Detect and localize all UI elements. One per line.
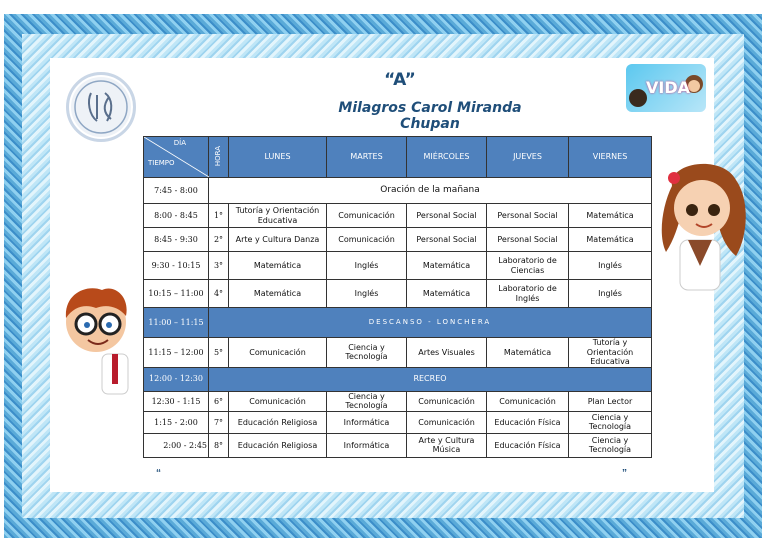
subject-cell: Comunicación [407, 391, 487, 411]
descanso-row [144, 308, 652, 338]
time-cell: 12:30 - 1:15 [144, 391, 209, 411]
subject-cell: Educación Religiosa [229, 433, 327, 457]
teacher-name: Milagros Carol Miranda Chupan [338, 100, 522, 132]
time-cell: 8:00 - 8:45 [144, 204, 209, 228]
time-cell: 12:00 - 12:30 [144, 367, 209, 391]
time-cell: 10:15 – 11:00 [144, 280, 209, 308]
hora-cell: 4° [209, 280, 229, 308]
hora-cell: 5° [209, 338, 229, 368]
boy-character-icon [56, 280, 138, 410]
time-cell: 2:00 - 2:45 [144, 433, 209, 457]
subject-cell: Tutoría y Orientación Educativa [569, 338, 652, 368]
hora-cell: 1° [209, 204, 229, 228]
day-header: MARTES [327, 137, 407, 178]
subject-cell: Plan Lector [569, 391, 652, 411]
subject-cell: Laboratorio de Ciencias [487, 252, 569, 280]
table-row [144, 280, 652, 308]
close-quote: ” [622, 468, 627, 479]
table-row [144, 411, 652, 433]
table-row [144, 338, 652, 368]
hora-cell: 2° [209, 228, 229, 252]
subject-cell: Comunicación [407, 411, 487, 433]
subject-cell: Matemática [407, 252, 487, 280]
subject-cell: Inglés [327, 252, 407, 280]
subject-cell: Arte y Cultura Música [407, 433, 487, 457]
recreo-row [144, 367, 652, 391]
section-title: “A” [384, 70, 416, 90]
subject-cell: Personal Social [407, 228, 487, 252]
table-row [144, 433, 652, 457]
day-header: VIERNES [569, 137, 652, 178]
table-row [144, 204, 652, 228]
subject-cell: Personal Social [487, 204, 569, 228]
time-cell: 8:45 - 9:30 [144, 228, 209, 252]
table-row [144, 228, 652, 252]
subject-cell: Educación Religiosa [229, 411, 327, 433]
table-header-row [144, 137, 652, 178]
table-row [144, 252, 652, 280]
day-header: LUNES [229, 137, 327, 178]
subject-cell: Personal Social [407, 204, 487, 228]
table-row [144, 391, 652, 411]
subject-cell: Comunicación [487, 391, 569, 411]
descanso-cell: DESCANSO - LONCHERA [209, 308, 652, 338]
subject-cell: Matemática [229, 252, 327, 280]
subject-cell: Personal Social [487, 228, 569, 252]
subject-cell: Matemática [407, 280, 487, 308]
time-cell: 7:45 - 8:00 [144, 178, 209, 204]
hora-header: HORA [209, 137, 229, 178]
subject-cell: Matemática [229, 280, 327, 308]
subject-cell: Inglés [569, 280, 652, 308]
corner-dia-label: DÍA [173, 139, 186, 147]
subject-cell: Ciencia y Tecnología [327, 391, 407, 411]
subject-cell: Ciencia y Tecnología [327, 338, 407, 368]
day-header: JUEVES [487, 137, 569, 178]
subject-cell: Comunicación [327, 204, 407, 228]
time-cell: 9:30 - 10:15 [144, 252, 209, 280]
subject-cell: Inglés [569, 252, 652, 280]
schedule-table [143, 136, 652, 458]
hora-cell: 7° [209, 411, 229, 433]
subject-cell: Informática [327, 411, 407, 433]
vida-badge-icon [626, 64, 706, 112]
subject-cell: Arte y Cultura Danza [229, 228, 327, 252]
subject-cell: Comunicación [229, 391, 327, 411]
time-cell: 1:15 - 2:00 [144, 411, 209, 433]
subject-cell: Inglés [327, 280, 407, 308]
vida-badge-label: VIDA [646, 78, 690, 97]
subject-cell: Ciencia y Tecnología [569, 433, 652, 457]
subject-cell: Ciencia y Tecnología [569, 411, 652, 433]
school-crest-icon [66, 72, 136, 142]
hora-cell: 6° [209, 391, 229, 411]
time-cell: 11:15 – 12:00 [144, 338, 209, 368]
subject-cell: Laboratorio de Inglés [487, 280, 569, 308]
subject-cell: Educación Física [487, 433, 569, 457]
subject-cell: Tutoría y Orientación Educativa [229, 204, 327, 228]
subject-cell: Comunicación [229, 338, 327, 368]
subject-cell: Educación Física [487, 411, 569, 433]
table-row [144, 178, 652, 204]
time-cell: 11:00 – 11:15 [144, 308, 209, 338]
corner-header [144, 137, 209, 178]
hora-cell: 8° [209, 433, 229, 457]
corner-tiempo-label: TIEMPO [148, 158, 175, 167]
subject-cell: Informática [327, 433, 407, 457]
oracion-cell: Oración de la mañana [209, 178, 652, 204]
day-header: MIÉRCOLES [407, 137, 487, 178]
recreo-cell: RECREO [209, 367, 652, 391]
subject-cell: Comunicación [327, 228, 407, 252]
subject-cell: Matemática [569, 204, 652, 228]
subject-cell: Matemática [487, 338, 569, 368]
hora-cell: 3° [209, 252, 229, 280]
subject-cell: Matemática [569, 228, 652, 252]
subject-cell: Artes Visuales [407, 338, 487, 368]
open-quote: “ [156, 468, 161, 479]
girl-character-icon [652, 156, 756, 306]
